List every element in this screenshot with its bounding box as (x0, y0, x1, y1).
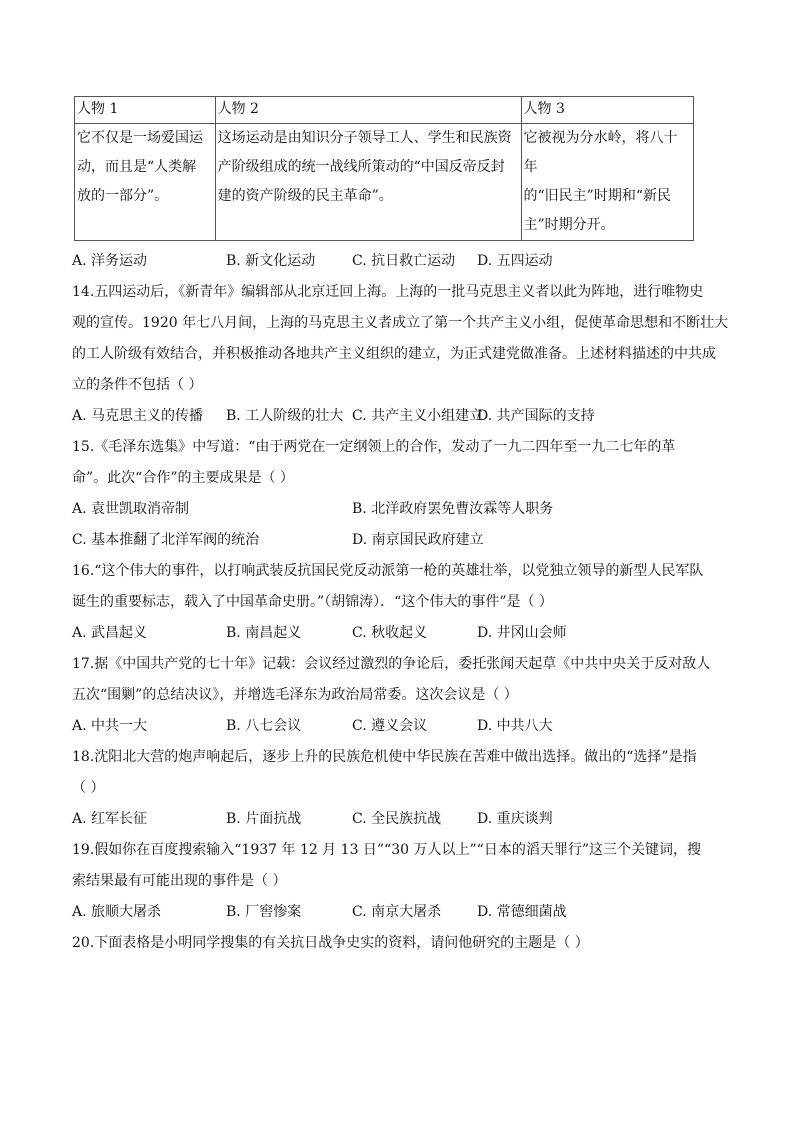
option-row (72, 246, 720, 277)
answer-option[interactable]: C. 共产主义小组建立 (352, 408, 484, 424)
answer-option[interactable]: D. 重庆谈判 (477, 811, 553, 827)
table-header-cell: 人物 1 (75, 97, 216, 124)
answer-option[interactable]: A. 武昌起义 (72, 625, 148, 641)
answer-option[interactable]: B. 片面抗战 (226, 811, 302, 827)
cell-line: 这场运动是由知识分子领导工人、学生和民族资 (217, 130, 512, 146)
cell-line: 主”时期分开。 (523, 217, 615, 233)
answer-option[interactable]: C. 抗日救亡运动 (352, 253, 456, 269)
answer-option[interactable]: B. 厂窖惨案 (226, 904, 302, 920)
answer-option[interactable]: B. 北洋政府罢免曹汝霖等人职务 (352, 501, 554, 517)
question-block (72, 742, 720, 835)
answer-option[interactable]: D. 共产国际的支持 (477, 408, 595, 424)
cell-line: 放的一部分”。 (77, 188, 169, 204)
question-text-line: （ ） (72, 780, 105, 796)
question-text-line: 15.《毛泽东选集》中写道：“由于两党在一定纲领上的合作，发动了一九二四年至一九二七年的革 (72, 439, 676, 455)
question-text-line: 16.“这个伟大的事件，以打响武装反抗国民党反动派第一枪的英雄壮举，以党独立领导的新型人民军队 (72, 563, 704, 579)
question-block (72, 835, 720, 928)
answer-option[interactable]: D. 中共八大 (477, 718, 553, 734)
answer-option[interactable]: B. 八七会议 (226, 718, 302, 734)
option-row (72, 618, 720, 649)
answer-option[interactable]: A. 袁世凯取消帝制 (72, 501, 190, 517)
table-header-cell: 人物 3 (521, 97, 693, 124)
figures-table (74, 96, 694, 241)
question-text-line: 的工人阶级有效结合，并积极推动各地共产主义组织的建立，为正式建党做准备。上述材料描述的中共成 (72, 346, 716, 362)
cell-line: 建的资产阶级的民主革命”。 (217, 188, 393, 204)
option-row (72, 897, 720, 928)
answer-option[interactable]: C. 全民族抗战 (352, 811, 442, 827)
table-cell-figure-2 (215, 124, 521, 241)
question-block (72, 277, 729, 432)
answer-option[interactable]: B. 南昌起义 (226, 625, 302, 641)
cell-line: 动，而且是“人类解 (77, 159, 197, 175)
cell-line: 它被视为分水岭，将八十年 (523, 130, 678, 175)
question-text-line: 观的宣传。1920 年七八月间，上海的马克思主义者成立了第一个共产主义小组，促使革命思想和不断壮大 (72, 315, 729, 331)
answer-option[interactable]: C. 遵义会议 (352, 718, 428, 734)
cell-line: 的“旧民主”时期和“新民 (523, 188, 671, 204)
question-text-line: 20.下面表格是小明同学搜集的有关抗日战争史实的资料，请问他研究的主题是（ ） (72, 935, 589, 951)
option-row (72, 525, 720, 556)
question-text-line: 14.五四运动后，《新青年》编辑部从北京迁回上海。上海的一批马克思主义者以此为阵地，进行唯物史 (72, 284, 704, 300)
answer-option[interactable]: A. 旅顺大屠杀 (72, 904, 162, 920)
table-cell-figure-3 (521, 124, 693, 241)
questions-section (72, 246, 729, 959)
answer-option[interactable]: A. 马克思主义的传播 (72, 408, 204, 424)
question-text-line: 索结果最有可能出现的事件是（ ） (72, 873, 287, 889)
question-block (72, 556, 720, 649)
table-row (75, 124, 694, 241)
question-block (72, 928, 720, 959)
question-text-line: 立的条件不包括（ ） (72, 377, 203, 393)
option-row (72, 804, 720, 835)
question-text-line: 18.沈阳北大营的炮声响起后，逐步上升的民族危机使中华民族在苦难中做出选择。做出的“选择”是指 (72, 749, 697, 765)
answer-option[interactable]: B. 新文化运动 (226, 253, 316, 269)
question-block (72, 432, 720, 556)
question-text-line: 命”。此次“合作”的主要成果是（ ） (72, 470, 294, 486)
option-row (72, 711, 720, 742)
option-row (72, 401, 720, 432)
answer-option[interactable]: C. 秋收起义 (352, 625, 428, 641)
answer-option[interactable]: A. 中共一大 (72, 718, 148, 734)
answer-option[interactable]: D. 常德细菌战 (477, 904, 567, 920)
question-text-line: 五次“围剿”的总结决议》，并增选毛泽东为政治局常委。这次会议是（ ） (72, 687, 518, 703)
answer-option[interactable]: D. 南京国民政府建立 (352, 532, 484, 548)
answer-option[interactable]: D. 井冈山会师 (477, 625, 567, 641)
answer-option[interactable]: C. 基本推翻了北洋军阀的统治 (72, 532, 260, 548)
table-header-row (75, 97, 694, 124)
question-text-line: 诞生的重要标志，载入了中国革命史册。”（胡锦涛）．“这个伟大的事件”是（ ） (72, 594, 553, 610)
option-row (72, 494, 720, 525)
table-cell-figure-1 (75, 124, 216, 241)
question-text-line: 19.假如你在百度搜索输入“1937 年 12 月 13 日”“30 万人以上”“日本的滔天罪行”这三个关键词，搜 (72, 842, 701, 858)
answer-option[interactable]: A. 洋务运动 (72, 253, 148, 269)
cell-line: 它不仅是一场爱国运 (77, 130, 203, 146)
answer-option[interactable]: C. 南京大屠杀 (352, 904, 442, 920)
cell-line: 产阶级组成的统一战线所策动的“中国反帝反封 (217, 159, 505, 175)
answer-option[interactable]: A. 红军长征 (72, 811, 148, 827)
question-block (72, 246, 720, 277)
answer-option[interactable]: D. 五四运动 (477, 253, 553, 269)
question-block (72, 649, 720, 742)
question-text-line: 17.据《中国共产党的七十年》记载：会议经过激烈的争论后，委托张闻天起草《中共中央关于反对敌人 (72, 656, 711, 672)
table-header-cell: 人物 2 (215, 97, 521, 124)
answer-option[interactable]: B. 工人阶级的壮大 (226, 408, 344, 424)
